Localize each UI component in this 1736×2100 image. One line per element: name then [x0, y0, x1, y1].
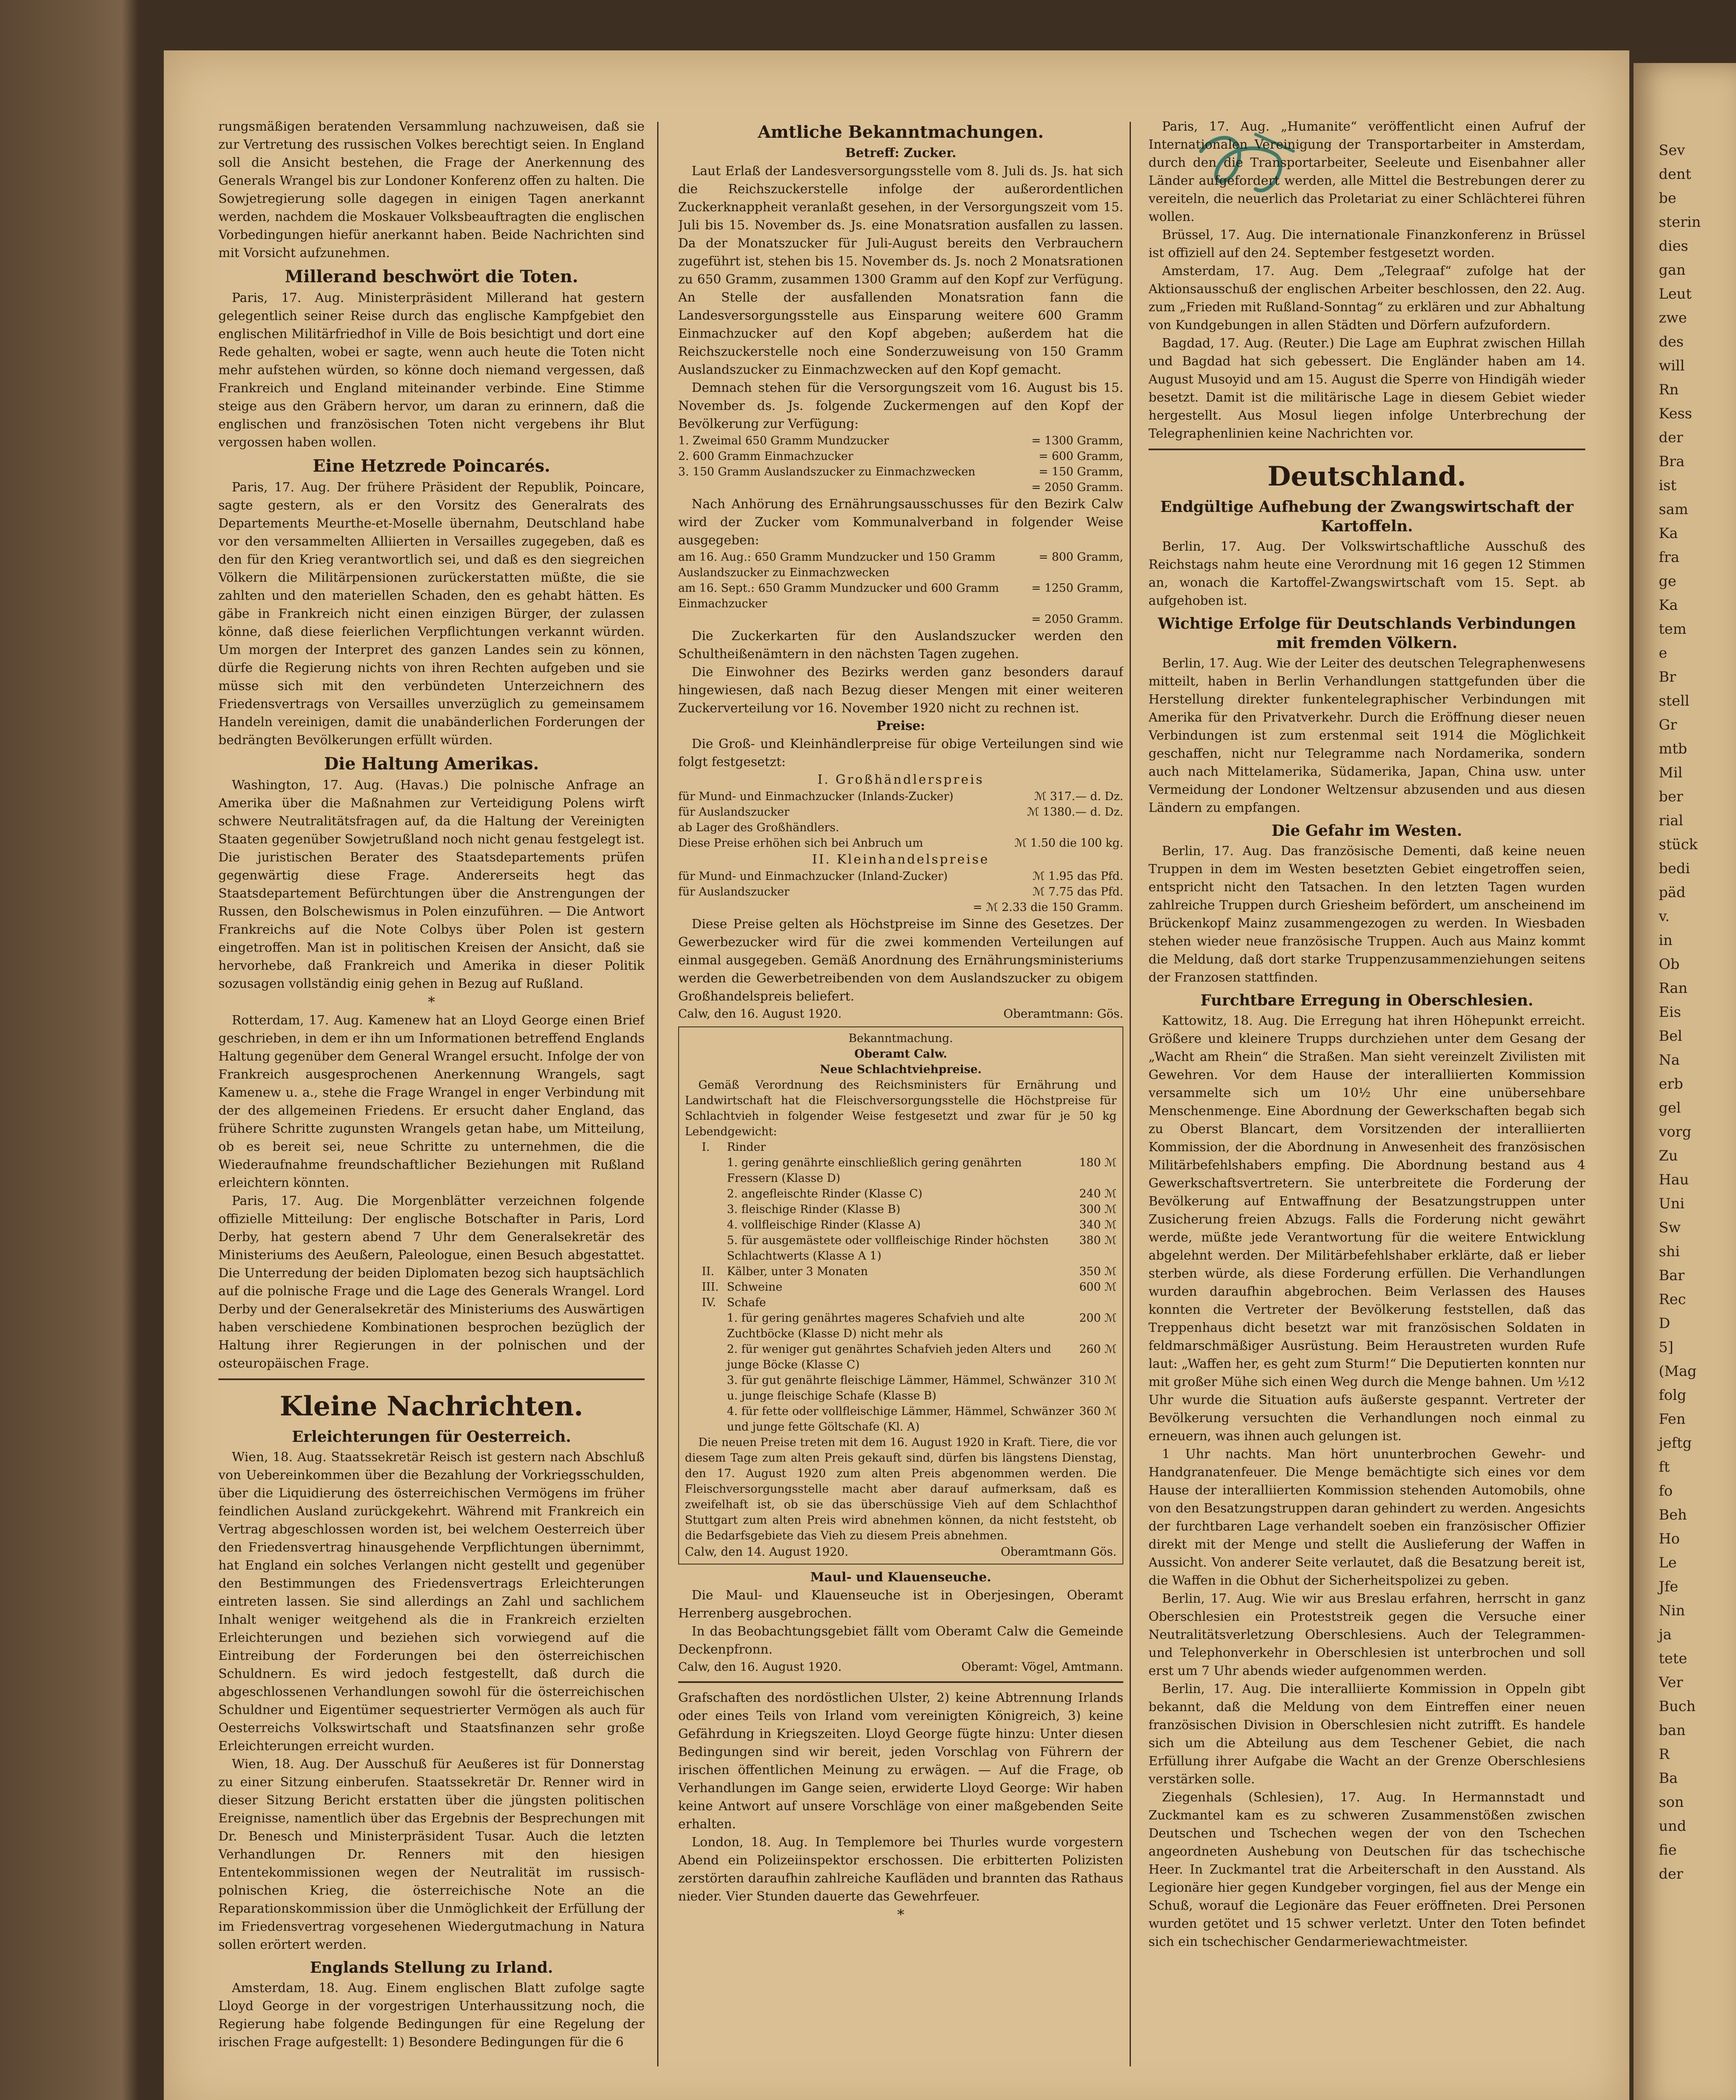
- next-page-fragment: Uni: [1659, 1195, 1685, 1212]
- row-value: 600 ℳ: [1079, 1281, 1117, 1294]
- article-paragraph: Amsterdam, 18. Aug. Einem englischen Blatt zufolge sagte Lloyd George in der vorgestrigen Unterhaussitzung noch, die Regierung habe folgende Bedingungen für eine Regelung der irischen Frage aufgestellt: 1) Besondere Bedingungen für die 6: [218, 1981, 645, 2050]
- subhead-zucker: Betreff: Zucker.: [845, 146, 957, 160]
- next-page-fragment: Nin: [1659, 1602, 1685, 1619]
- row-number: II.: [702, 1265, 714, 1278]
- article-paragraph: Berlin, 17. Aug. Wie der Leiter des deutschen Telegraphenwesens mitteilt, haben in Berlin Verhandlungen stattgefunden über die Herstellung direkter funkentelegraphischer Verbindungen mit Amerika für den Privatverkehr. Durch die Eröffnung dieser neuen Verbindungen ist zum erstenmal seit 1914 die Möglichkeit geschaffen, nicht nur Telegramme nach Nordamerika, sondern auch nach Mittelamerika, Südamerika, Japan, China usw. unter Vermeidung der Londoner Weltzensur abzusenden und aus diesen Ländern zu empfangen.: [1149, 656, 1585, 815]
- headline-millerand: Millerand beschwört die Toten.: [285, 267, 578, 286]
- row-label: [678, 612, 1027, 627]
- next-page-fragment: ge: [1659, 573, 1676, 590]
- next-page-fragment: der: [1659, 429, 1684, 446]
- row-value: = 1300 Gramm,: [1031, 434, 1123, 447]
- headline-oesterreich: Erleichterungen für Oesterreich.: [292, 1428, 571, 1446]
- section-rule: [218, 1378, 645, 1380]
- row-value: [1075, 1295, 1117, 1310]
- table-row: [678, 835, 1123, 851]
- row-value: = 600 Gramm,: [1038, 450, 1123, 463]
- section-rule: [678, 1681, 1123, 1683]
- row-value: [1075, 1139, 1117, 1155]
- next-page-fragment: des: [1659, 333, 1684, 350]
- notice-paragraph: Demnach stehen für die Versorgungszeit vom 16. August bis 15. November ds. Js. folgende Zuckermengen auf den Kopf der Bevölkerung zur Verfügung:: [678, 381, 1123, 431]
- row-label: für Mund- und Einmachzucker (Inland-Zucker): [678, 870, 948, 883]
- article-paragraph: Berlin, 17. Aug. Die interalliierte Kommission in Oppeln gibt bekannt, daß die Meldung von dem Eintreffen einer neuen französischen Division in Oberschlesien nicht zutrifft. Es handele sich um die Abteilung aus dem Teschener Gebiet, die nach Erfüllung ihrer Aufgabe die Wacht an der Grenze Oberschlesiens verstärken solle.: [1149, 1682, 1585, 1787]
- row-value: = ℳ 2.33 die 150 Gramm.: [973, 901, 1123, 914]
- next-page-fragment: Bar: [1659, 1267, 1685, 1284]
- row-label: 4. für fette oder vollfleischige Lämmer, Hämmel, Schwänzer und junge fette Göltschafe (Kl. A): [727, 1405, 1074, 1433]
- table-row: [678, 433, 1123, 449]
- box-title: Oberamt Calw.: [854, 1047, 947, 1060]
- next-page-fragment: son: [1659, 1794, 1684, 1811]
- row-label: am 16. Aug.: 650 Gramm Mundzucker und 150 Gramm Auslandszucker zu Einmachzwecken: [678, 551, 996, 579]
- row-value: 380 ℳ: [1079, 1234, 1117, 1247]
- next-page-fragment: fie: [1659, 1842, 1677, 1858]
- row-value: = 2050 Gramm.: [1031, 613, 1123, 626]
- notice-paragraph: Die Einwohner des Bezirks werden ganz besonders darauf hingewiesen, daß nach Bezug dieser Mengen mit einer weiteren Zuckerverteilung vor 16. November 1920 nicht zu rechnen ist.: [678, 665, 1123, 716]
- sugar-distribution-table: [678, 549, 1123, 627]
- table-row: [685, 1264, 1117, 1279]
- article-paragraph: rungsmäßigen beratenden Versammlung nachzuweisen, daß sie zur Vertretung des russischen Volkes berechtigt seien. In England soll die Ansicht bestehen, die Frage der Anerkennung des Generals Wrangel bis zur Londoner Konferenz offen zu halten. Die Sowjetregierung solle dagegen in einigen Tagen anerkannt werden, nachdem die Moskauer Volksbeauftragten die englischen Vorbedingungen hiefür anerkannt haben. Beide Nachrichten sind mit Vorsicht aufzunehmen.: [218, 119, 645, 260]
- section-title-deutschland: Deutschland.: [1267, 461, 1466, 492]
- row-value: = 800 Gramm,: [1038, 551, 1123, 564]
- article-paragraph: Berlin, 17. Aug. Wie wir aus Breslau erfahren, herrscht in ganz Oberschlesien ein Proteststreik gegen die Versuche einer Neutralitätsverletzung Oberschlesiens. Auch der Telegrammen- und Telephonverkehr in Oberschlesien ist unterbrochen und soll erst um 7 Uhr abends wieder aufgenommen werden.: [1149, 1591, 1585, 1678]
- row-value: 180 ℳ: [1079, 1156, 1117, 1169]
- next-page-fragment: dies: [1659, 238, 1689, 255]
- headline-amerika: Die Haltung Amerikas.: [324, 754, 539, 774]
- article-paragraph: Amsterdam, 17. Aug. Dem „Telegraaf“ zufolge hat der Aktionsausschuß der englischen Arbeiter beschlossen, den 22. Aug. zum „Frieden mit Rußland-Sonntag“ zu erklären und zur Abhaltung von Kundgebungen in allen Städten und Dörfern aufzufordern.: [1149, 264, 1585, 333]
- next-page-edge: [1634, 63, 1736, 2100]
- next-page-fragment: ban: [1659, 1722, 1686, 1739]
- row-value: = 2050 Gramm.: [1031, 481, 1123, 494]
- article-paragraph: Grafschaften des nordöstlichen Ulster, 2) keine Abtrennung Irlands oder eines Teils von Irland vom vereinigten Königreich, 3) keine Gefährdung in Kriegszeiten. Lloyd George fügte hinzu: Unter diesen Bedingungen sind wir bereit, jeden Vorschlag von Führern der irischen öffentlichen Meinung zu erwägen. — Auf die Frage, ob Verhandlungen im Gange seien, erwiderte Lloyd George: Wir haben keine Antwort auf unsere Vorschläge von einer maßgebenden Seite erhalten.: [678, 1690, 1123, 1832]
- next-page-fragment: stück: [1659, 836, 1698, 853]
- livestock-price-table: [685, 1139, 1117, 1435]
- next-page-fragment: Leut: [1659, 286, 1692, 302]
- next-page-fragment: will: [1659, 357, 1685, 374]
- row-number: [685, 1233, 727, 1264]
- table-row: [678, 884, 1123, 900]
- wholesale-price-table: [678, 789, 1123, 851]
- next-page-fragment: jeftg: [1659, 1435, 1692, 1452]
- next-page-fragment: ist: [1659, 477, 1676, 494]
- article-paragraph: Brüssel, 17. Aug. Die internationale Finanzkonferenz in Brüssel ist offiziell auf den 24. September festgesetzt worden.: [1149, 228, 1585, 260]
- table-row: [678, 480, 1123, 495]
- row-label: [678, 480, 1015, 495]
- headline-verbindungen: Wichtige Erfolge für Deutschlands Verbindungen mit fremden Völkern.: [1158, 615, 1576, 652]
- next-page-fragment: Ob: [1659, 956, 1680, 973]
- table-row: [685, 1279, 1117, 1295]
- headline-westen: Die Gefahr im Westen.: [1272, 822, 1462, 840]
- next-page-fragment: v.: [1659, 908, 1670, 925]
- table-row: [685, 1217, 1117, 1233]
- signature-line: [678, 1005, 1123, 1022]
- box-title: Bekanntmachung.: [848, 1032, 953, 1045]
- row-label: Rinder: [727, 1141, 766, 1154]
- row-number: [685, 1217, 727, 1233]
- next-page-fragment: ft: [1659, 1459, 1670, 1475]
- row-value: 240 ℳ: [1079, 1187, 1117, 1200]
- sugar-allocation-table: [678, 433, 1123, 495]
- row-label: 3. für gut genährte fleischige Lämmer, Hämmel, Schwänzer u. junge fleischige Schafe (Klasse B): [727, 1374, 1072, 1402]
- notice-paragraph: Laut Erlaß der Landesversorgungsstelle vom 8. Juli ds. Js. hat sich die Reichszuckerstelle infolge der außerordentlichen Zuckerknappheit veranlaßt gesehen, in der Versorgungszeit vom 15. Juli bis 15. November ds. Js. eine Monatsration ausfallen zu lassen. Da der Monatszucker für Juli-August bereits den Verbrauchern zugeführt ist, stehen bis 15. November ds. Js. noch 2 Monatsrationen zu 650 Gramm, zusammen 1300 Gramm auf den Kopf zur Verfügung. An Stelle der ausfallenden Monatsration fann die Landesversorgungsstelle aus Einsparung weitere 600 Gramm Einmachzucker auf den Kopf abgeben; außerdem hat die Reichszuckerstelle noch eine Sonderzuweisung von 150 Gramm Auslandszucker zu Einmachzwecken auf den Kopf gemacht.: [678, 164, 1123, 377]
- section-title-bekanntmachungen: Amtliche Bekanntmachungen.: [758, 122, 1044, 142]
- subhead-grosshandel: I. Großhändlerspreis: [817, 772, 984, 787]
- next-page-fragment: zwe: [1659, 310, 1687, 326]
- row-number: [685, 1373, 727, 1404]
- next-page-fragment: tem: [1659, 621, 1687, 638]
- article-paragraph: Paris, 17. Aug. Der frühere Präsident der Republik, Poincare, sagte gestern, als er den Vorsitz des Generalrats des Departements Meurthe-et-Moselle übernahm, Deutschland habe vor den versammelten Alliierten in Versailles zugegeben, daß es den für den Krieg verantwortlich sei, und daß es den siegreichen Völkern die Militärpensionen zurückerstatten müßte, die sie zahlten und den materiellen Schaden, den es gehabt hätten. Es gäbe in Frankreich nicht einen einzigen Bürger, der zulassen könne, daß diese feierlichen Verpflichtungen verkannt würden. Um morgen der Interpret des ganzen Landes sein zu können, dürfe die Regierung nichts von ihren Rechten aufgeben und sie müsse sich mit den verbündeten Unterzeichnern des Friedensvertrags von Versailles unverzüglich zu gemeinsamem Handeln vereinigen, damit die unabänderlichen Forderungen der bedrängten Bevölkerungen erfüllt würden.: [218, 480, 645, 748]
- row-number: [685, 1341, 727, 1373]
- next-page-fragment: Br: [1659, 669, 1676, 685]
- row-label: Diese Preise erhöhen sich bei Anbruch um: [678, 837, 923, 850]
- box-title: Neue Schlachtviehpreise.: [820, 1063, 982, 1076]
- column-1: [218, 118, 645, 2071]
- next-page-fragment: Sw: [1659, 1219, 1681, 1236]
- article-paragraph: Rotterdam, 17. Aug. Kamenew hat an Lloyd George einen Brief geschrieben, in dem er ihn um Informationen betreffend Englands Haltung gegenüber dem General Wrangel ersucht. Infolge der von Frankreich ausgesprochenen Anerkennung Wrangels, sagt Kamenew u. a., stehe die Frage Wrangel in enger Verbindung mit der des allgemeinen Friedens. Er ersucht daher England, das frühere Schritte zugunsten Wrangels getan habe, um Mitteilung, ob es bereit sei, neue Schritte zu unternehmen, die die Wiederaufnahme freundschaftlicher Beziehungen mit Rußland erleichtern könnten.: [218, 1013, 645, 1190]
- row-value: 300 ℳ: [1079, 1203, 1117, 1216]
- article-paragraph: Ziegenhals (Schlesien), 17. Aug. In Hermannstadt und Zuckmantel kam es zu schweren Zusammenstößen zwischen Deutschen und Tschechen wegen der von den Tschechen angeordneten Aushebung von Deutschen für das tschechische Heer. In Zuckmantel trat die Arbeiterschaft in den Ausstand. Als Legionäre hier gegen Kundgeber vorgingen, fiel aus der Menge ein Schuß, worauf die Legionäre das Feuer eröffneten. Drei Personen wurden getötet und 15 schwer verletzt. Unter den Toten befindet sich ein tschechischer Gendarmeriewachtmeister.: [1149, 1790, 1585, 1949]
- notice-paragraph: Die Maul- und Klauenseuche ist in Oberjesingen, Oberamt Herrenberg ausgebrochen.: [678, 1588, 1123, 1621]
- row-label: Kälber, unter 3 Monaten: [727, 1265, 868, 1278]
- livestock-notice-box: [678, 1026, 1123, 1564]
- signature-date: Calw, den 14. August 1920.: [685, 1545, 849, 1559]
- next-page-fragment: folg: [1659, 1387, 1686, 1404]
- next-page-fragment: rial: [1659, 812, 1684, 829]
- next-page-fragment: Ka: [1659, 597, 1678, 614]
- table-row: [685, 1155, 1117, 1186]
- article-paragraph: Paris, 17. Aug. Die Morgenblätter verzeichnen folgende offizielle Mitteilung: Der englische Botschafter in Paris, Lord Derby, hat gestern abend 7 Uhr dem Generalsekretär des Ministeriums des Aeußern, Paleologue, einen Besuch abgestattet. Die Unterredung der beiden Diplomaten bezog sich hauptsächlich auf die polnische Frage und die Lage des Generals Wrangel. Lord Derby und der Generalsekretär des Ministeriums des Auswärtigen haben verschiedene Kombinationen besprochen bezüglich der Haltung ihrer Regierungen in der polnischen und der osteuropäischen Frage.: [218, 1194, 645, 1371]
- next-page-fragment: Kess: [1659, 405, 1692, 422]
- next-page-fragment: mtb: [1659, 740, 1687, 757]
- next-page-fragment: ja: [1659, 1626, 1672, 1643]
- table-row: [678, 900, 1123, 915]
- next-page-fragment: Rn: [1659, 381, 1679, 398]
- next-page-fragment: Sev: [1659, 142, 1685, 159]
- headline-poincare: Eine Hetzrede Poincarés.: [312, 456, 551, 476]
- row-number: [685, 1310, 727, 1341]
- row-number: [685, 1404, 727, 1435]
- column-rule-2: [1130, 122, 1131, 2066]
- row-label: 3. 150 Gramm Auslandszucker zu Einmachzwecken: [678, 465, 976, 478]
- signature-date: Calw, den 16. August 1920.: [678, 1007, 842, 1021]
- next-page-fragment: Ba: [1659, 1770, 1678, 1787]
- row-value: 260 ℳ: [1079, 1343, 1117, 1356]
- article-paragraph: Berlin, 17. Aug. Der Volkswirtschaftliche Ausschuß des Reichstags nahm heute eine Verordnung mit 16 gegen 12 Stimmen an, wonach die Kartoffel-Zwangswirtschaft vom 15. Sept. ab aufgehoben ist.: [1149, 539, 1585, 608]
- row-number: III.: [702, 1281, 719, 1294]
- next-page-fragment: Buch: [1659, 1698, 1696, 1715]
- next-page-fragment: vorg: [1659, 1124, 1691, 1140]
- next-page-fragment: fo: [1659, 1483, 1673, 1499]
- row-label: Schweine: [727, 1281, 783, 1294]
- row-number: IV.: [702, 1296, 716, 1309]
- next-page-fragment: Mil: [1659, 764, 1683, 781]
- row-label: am 16. Sept.: 650 Gramm Mundzucker und 600 Gramm Einmachzucker: [678, 582, 999, 610]
- row-value: ℳ 1.95 das Pfd.: [1033, 870, 1123, 883]
- article-paragraph: Bagdad, 17. Aug. (Reuter.) Die Lage am Euphrat zwischen Hillah und Bagdad hat sich gebessert. Die Engländer haben am 14. August Musoyid und am 15. August die Sperre von Hindigäh wieder besetzt. Damit ist die militärische Lage in diesem Gebiet wieder hergestellt. Aus Mosul liegen infolge Unterbrechung der Telegraphenlinien keine Nachrichten vor.: [1149, 336, 1585, 441]
- signature-name: Oberamtmann: Gös.: [1003, 1007, 1123, 1021]
- notice-paragraph: Nach Anhörung des Ernährungsausschusses für den Bezirk Calw wird der Zucker vom Kommunalverband in folgender Weise ausgegeben:: [678, 497, 1123, 548]
- headline-oberschlesien: Furchtbare Erregung in Oberschlesien.: [1200, 992, 1534, 1009]
- row-label: [678, 900, 961, 915]
- section-title-kleine-nachrichten: Kleine Nachrichten.: [280, 1391, 583, 1422]
- next-page-fragment: Na: [1659, 1052, 1680, 1068]
- row-label: 3. fleischige Rinder (Klasse B): [727, 1203, 901, 1216]
- row-label: 1. gering genährte einschließlich gering genährten Fressern (Klasse D): [727, 1156, 1022, 1185]
- section-star: *: [897, 1906, 905, 1923]
- table-row: [685, 1373, 1117, 1404]
- article-paragraph: Wien, 18. Aug. Staatssekretär Reisch ist gestern nach Abschluß von Uebereinkommen über die Bezahlung der Vorkriegsschulden, über die Liquidierung des österreichischen Vermögens im früher feindlichen Ausland zurückgekehrt. Während mit Frankreich ein Vertrag abgeschlossen worden ist, bei welchem Oesterreich über den Friedensvertrag hinausgehende Verpflichtungen übernimmt, hat England ein solches Verlangen nicht gestellt und gegenüber den Bestimmungen des Friedensvertrags Erleichterungen eintreten lassen. Sie sind allerdings an Zahl und sachlichem Inhalt weniger weitgehend als die in Frankreich erzielten Erleichterungen und beziehen sich vorwiegend auf die Eintreibung der Forderungen bei den österreichischen Schuldnern. Es wird jedoch festgestellt, daß durch die abgeschlossenen Verhandlungen sowohl für die österreichischen Schuldner und Eigentümer sequestrierter Vermögen als auch für Oesterreichs Volkswirtschaft und Staatsfinanzen sehr große Erleichterungen erreicht wurden.: [218, 1450, 645, 1754]
- row-value: 310 ℳ: [1079, 1374, 1117, 1387]
- row-value: ℳ 7.75 das Pfd.: [1033, 885, 1123, 898]
- article-paragraph: Paris, 17. Aug. „Humanite“ veröffentlicht einen Aufruf der Internationalen Vereinigung der Transportarbeiter in Amsterdam, durch den die Transportarbeiter, Seeleute und Eisenbahner aller Länder aufgefordert werden, alle Mittel die Bestrebungen derer zu vereiteln, die neuerlich das Proletariat zu einer Schlächterei führen wollen.: [1149, 119, 1585, 224]
- row-label: für Auslandszucker: [678, 885, 789, 898]
- table-row: [685, 1404, 1117, 1435]
- next-page-fragment: Ver: [1659, 1674, 1683, 1691]
- subhead-kleinhandel: II. Kleinhandelspreise: [812, 852, 989, 867]
- table-row: [685, 1202, 1117, 1217]
- signature-line: [678, 1659, 1123, 1675]
- next-page-fragment: Jfe: [1659, 1578, 1678, 1595]
- next-page-fragment: Hau: [1659, 1171, 1689, 1188]
- next-page-fragment: e: [1659, 645, 1668, 662]
- row-value: ℳ 317.— d. Dz.: [1034, 790, 1123, 803]
- row-label: 2. angefleischte Rinder (Klasse C): [727, 1187, 923, 1200]
- table-row: [685, 1295, 1117, 1310]
- row-number: [685, 1186, 727, 1202]
- table-row: [685, 1341, 1117, 1373]
- next-page-fragment: shi: [1659, 1243, 1680, 1260]
- row-value: = 150 Gramm,: [1038, 465, 1123, 478]
- next-page-fragment: Ho: [1659, 1530, 1680, 1547]
- table-row: [685, 1310, 1117, 1341]
- newspaper-page: [164, 50, 1629, 2100]
- row-label: für Auslandszucker: [678, 806, 789, 819]
- table-row: [685, 1186, 1117, 1202]
- headline-irland: Englands Stellung zu Irland.: [310, 1959, 553, 1977]
- row-number: I.: [702, 1141, 710, 1154]
- row-value: [994, 820, 1123, 835]
- next-page-fragment: D: [1659, 1315, 1670, 1332]
- table-row: [685, 1139, 1117, 1155]
- article-paragraph: Kattowitz, 18. Aug. Die Erregung hat ihren Höhepunkt erreicht. Größere und kleinere Trupps durchziehen unter dem Gesang der „Wacht am Rhein“ die Straßen. Man sieht vereinzelt Zivilisten mit Gewehren. Vor dem Hause der interalliierten Kommission versammelte sich um 10½ Uhr eine unübersehbare Menschenmenge. Eine Abordnung der Gewerkschaften begab sich zu Oberst Blancart, dem Vorsitzenden der interalliierten Kommission, der die Abordnung in Anwesenheit des französischen Militärbefehlshabers empfing. Die Abordnung bestand aus 4 Gewerkschaftsvertretern. Sie unterbreitete die Forderung der Bevölkerung auf Entwaffnung der Besatzungstruppen unter Zusicherung freien Abzugs. Falls die Forderung nicht gewährt werde, müßte jede Verantwortung für die weitere Entwicklung abgelehnt werden. Der Militärbefehlshaber erklärte, daß er lieber sterben würde, als diese Forderung erfüllen. Die Verhandlungen wurden daraufhin abgebrochen. Beim Verlassen des Hauses konnten die Vertreter der Bevölkerung feststellen, daß das Treppenhaus dicht besetzt war mit französischen Soldaten in feldmarschmäßiger Ausrüstung. Beim Heraustreten wurden Rufe laut: „Waffen her, es geht zum Sturm!“ Die Deputierten konnten nur mit großer Mühe sich einen Weg durch die Menge bahnen. Um ½12 Uhr wurde die Situation aufs äußerste gespannt. Vertreter der Bevölkerung versuchten die Verhandlungen noch einmal zu erneuern, was ihnen auch gelungen ist.: [1149, 1013, 1585, 1444]
- next-page-fragment: Ran: [1659, 980, 1688, 997]
- box-paragraph: Gemäß Verordnung des Reichsministers für Ernährung und Landwirtschaft hat die Fleischversorgungsstelle die Höchstpreise für Schlachtvieh in folgender Weise festgesetzt und zwar für je 50 kg Lebendgewicht:: [685, 1079, 1117, 1138]
- notice-paragraph: Diese Preise gelten als Höchstpreise im Sinne des Gesetzes. Der Gewerbezucker wird für die zwei kommenden Verteilungen auf einmal ausgegeben. Gemäß Anordnung des Ernährungsministeriums werden die Gewerbetreibenden von dem Auslandszucker zu obigem Großhandelspreis beliefert.: [678, 917, 1123, 1004]
- next-page-fragment: Le: [1659, 1554, 1677, 1571]
- table-row: [678, 612, 1123, 627]
- next-page-fragments: [1634, 63, 1736, 1886]
- row-label: 2. für weniger gut genährtes Schafvieh jeden Alters und junge Böcke (Klasse C): [727, 1343, 1052, 1371]
- next-page-fragment: ber: [1659, 788, 1684, 805]
- article-paragraph: Berlin, 17. Aug. Das französische Dementi, daß keine neuen Truppen in dem im Westen besetzten Gebiet eingetroffen seien, entspricht nicht den Tatsachen. In den letzten Tagen wurden zahlreiche Truppen durch Griesheim befördert, um anscheinend im Brückenkopf Mainz zusammengezogen zu werden. In Wiesbaden stehen wieder neue französische Truppen. Auch aus Mainz kommt die Meldung, daß dort starke Truppenzusammenziehungen seitens der Franzosen stattfinden.: [1149, 844, 1585, 985]
- signature-name: Oberamt: Vögel, Amtmann.: [961, 1660, 1123, 1674]
- next-page-fragment: (Mag: [1659, 1363, 1697, 1380]
- next-page-fragment: Bra: [1659, 453, 1685, 470]
- next-page-fragment: in: [1659, 932, 1673, 949]
- table-row: [678, 804, 1123, 820]
- table-row: [678, 549, 1123, 580]
- headline-maulseuche: Maul- und Klauenseuche.: [810, 1570, 991, 1585]
- next-page-fragment: Bel: [1659, 1028, 1682, 1045]
- row-value: ℳ 1.50 die 100 kg.: [1015, 837, 1123, 850]
- row-value: 350 ℳ: [1079, 1265, 1117, 1278]
- row-number: [685, 1155, 727, 1186]
- table-row: [678, 464, 1123, 480]
- next-page-fragment: der: [1659, 1866, 1684, 1882]
- article-paragraph: London, 18. Aug. In Templemore bei Thurles wurde vorgestern Abend ein Polizeiinspektor erschossen. Die erbitterten Polizisten zerstörten daraufhin zahlreiche Kaufläden und brannten das Rathaus nieder. Vier Stunden dauerte das Gewehrfeuer.: [678, 1835, 1123, 1904]
- article-paragraph: Washington, 17. Aug. (Havas.) Die polnische Anfrage an Amerika über die Maßnahmen zur Verteidigung Polens wirft schwere Neutralitätsfragen auf, da die Haltung der Vereinigten Staaten gegenüber Sowjetrußland noch nicht genau festgelegt ist. Die juristischen Berater des Staatsdepartements prüfen gegenwärtig diese Frage. Andererseits hegt das Staatsdepartement Befürchtungen über die Anstrengungen der Russen, den Bolschewismus in Polen einzuführen. — Die Antwort Frankreichs auf die Note Colbys über Polen ist gestern eingetroffen. Man ist in politischen Kreisen der Ansicht, daß sie hervorhebe, daß Frankreich und Amerika in dieser Politik sozusagen vollständig einig gehen in Bezug auf Rußland.: [218, 778, 645, 991]
- row-label: 1. für gering genährtes mageres Schafvieh und alte Zuchtböcke (Klasse D) nicht mehr als: [727, 1312, 1025, 1340]
- notice-paragraph: Die Groß- und Kleinhändlerpreise für obige Verteilungen sind wie folgt festgesetzt:: [678, 737, 1123, 769]
- table-row: [678, 580, 1123, 612]
- subhead-preise: Preise:: [876, 719, 925, 733]
- table-row: [678, 820, 1123, 835]
- section-star: *: [428, 994, 435, 1011]
- next-page-fragment: Ka: [1659, 525, 1678, 542]
- notice-paragraph: Die Zuckerkarten für den Auslandszucker werden den Schultheißenämtern in den nächsten Tagen zugehen.: [678, 629, 1123, 662]
- box-paragraph: Die neuen Preise treten mit dem 16. August 1920 in Kraft. Tiere, die vor diesem Tage zum alten Preis gekauft sind, dürfen bis längstens Dienstag, den 17. August 1920 zum alten Preis abgenommen werden. Die Fleischversorgungsstelle macht aber darauf aufmerksam, daß es zweifelhaft ist, ob sie das überschüssige Vieh auf dem Schlachthof Stuttgart zum alten Preis wird abnehmen können, da nicht feststeht, ob die Bedarfsgebiete das Vieh zu diesem Preis abnehmen.: [685, 1436, 1117, 1542]
- column-rule-1: [657, 122, 658, 2066]
- row-label: für Mund- und Einmachzucker (Inlands-Zucker): [678, 790, 954, 803]
- next-page-fragment: sterin: [1659, 214, 1701, 231]
- next-page-fragment: stell: [1659, 693, 1689, 709]
- next-page-fragment: gan: [1659, 262, 1686, 278]
- row-value: 200 ℳ: [1079, 1312, 1117, 1325]
- article-paragraph: Wien, 18. Aug. Der Ausschuß für Aeußeres ist für Donnerstag zu einer Sitzung einberufen. Staatssekretär Dr. Renner wird in dieser Sitzung Bericht erstatten über die jüngsten politischen Ereignisse, namentlich über das Ergebnis der Besprechungen mit Dr. Benesch und Ministerpräsident Tusar. Auch die letzten Verhandlungen Dr. Renners mit den hiesigen Ententekommissionen wegen der Neutralität im russisch-polnischen Krieg, die österreichische Note an die Reparationskommission über die Unmöglichkeit der Erfüllung der im Friedensvertrag vorgesehenen Wiedergutmachung in Natura sollen erörtert werden.: [218, 1757, 645, 1952]
- table-row: [678, 449, 1123, 464]
- notice-paragraph: In das Beobachtungsgebiet fällt vom Oberamt Calw die Gemeinde Deckenpfronn.: [678, 1624, 1123, 1657]
- row-label: ab Lager des Großhändlers.: [678, 821, 839, 834]
- row-number: [685, 1202, 727, 1217]
- row-label: Schafe: [727, 1296, 766, 1309]
- article-paragraph: Paris, 17. Aug. Ministerpräsident Millerand hat gestern gelegentlich seiner Reise durch das englische Kampfgebiet den englischen Militärfriedhof in Ville de Bois besichtigt und dort eine Rede gehalten, wobei er sagte, wenn auch heute die Toten nicht mehr aufstehen würden, so könne doch niemand vergessen, daß Frankreich und England miteinander verbinde. Eine Stimme steige aus den Gräbern hervor, um daran zu erinnern, daß die englischen und französischen Toten nicht vergebens ihr Blut vergossen haben wollen.: [218, 291, 645, 450]
- next-page-fragment: fra: [1659, 549, 1680, 566]
- next-page-fragment: Rec: [1659, 1291, 1686, 1308]
- table-row: [685, 1233, 1117, 1264]
- next-page-fragment: R: [1659, 1746, 1670, 1763]
- next-page-fragment: Beh: [1659, 1507, 1687, 1523]
- next-page-fragment: Eis: [1659, 1004, 1681, 1021]
- signature-date: Calw, den 16. August 1920.: [678, 1660, 842, 1674]
- column-2: [678, 118, 1123, 2071]
- column-3: [1149, 118, 1585, 2071]
- next-page-fragment: bedi: [1659, 860, 1690, 877]
- signature-name: Oberamtmann Gös.: [1000, 1545, 1117, 1559]
- table-row: [678, 869, 1123, 884]
- next-page-fragment: und: [1659, 1818, 1686, 1835]
- next-page-fragment: dent: [1659, 166, 1691, 183]
- row-value: 360 ℳ: [1079, 1405, 1117, 1418]
- next-page-fragment: Zu: [1659, 1147, 1678, 1164]
- next-page-fragment: Fen: [1659, 1411, 1686, 1428]
- row-value: = 1250 Gramm,: [1031, 582, 1123, 595]
- row-value: 340 ℳ: [1079, 1218, 1117, 1231]
- headline-kartoffeln: Endgültige Aufhebung der Zwangswirtschaft der Kartoffeln.: [1160, 498, 1574, 535]
- signature-line: [685, 1544, 1117, 1560]
- row-value: ℳ 1380.— d. Dz.: [1027, 806, 1123, 819]
- next-page-fragment: Gr: [1659, 717, 1677, 733]
- article-paragraph: 1 Uhr nachts. Man hört ununterbrochen Gewehr- und Handgranatenfeuer. Die Menge bemächtigte sich eines vor dem Hause der interalliierten Kommission stehenden Automobils, ohne von den Besatzungstruppen daran gehindert zu werden. Angesichts der furchtbaren Lage verhandelt soeben ein französischer Offizier direkt mit der Menge und stellt die Auslieferung der Waffen in Aussicht. Von anderer Seite verlautet, daß die Besatzung bereit ist, die Waffen in die Obhut der Sicherheitspolizei zu geben.: [1149, 1447, 1585, 1588]
- row-label: 4. vollfleischige Rinder (Klasse A): [727, 1218, 921, 1231]
- next-page-fragment: 5]: [1659, 1339, 1673, 1356]
- row-label: 5. für ausgemästete oder vollfleischige Rinder höchsten Schlachtwerts (Klasse A 1): [727, 1234, 1049, 1263]
- retail-price-table: [678, 869, 1123, 915]
- next-page-fragment: sam: [1659, 501, 1688, 518]
- next-page-fragment: päd: [1659, 884, 1686, 901]
- section-rule: [1149, 449, 1585, 450]
- row-label: 1. Zweimal 650 Gramm Mundzucker: [678, 434, 889, 447]
- next-page-fragment: tete: [1659, 1650, 1687, 1667]
- next-page-fragment: gel: [1659, 1100, 1681, 1116]
- next-page-fragment: be: [1659, 190, 1676, 207]
- table-row: [678, 789, 1123, 804]
- row-label: 2. 600 Gramm Einmachzucker: [678, 450, 853, 463]
- next-page-fragment: erb: [1659, 1076, 1684, 1092]
